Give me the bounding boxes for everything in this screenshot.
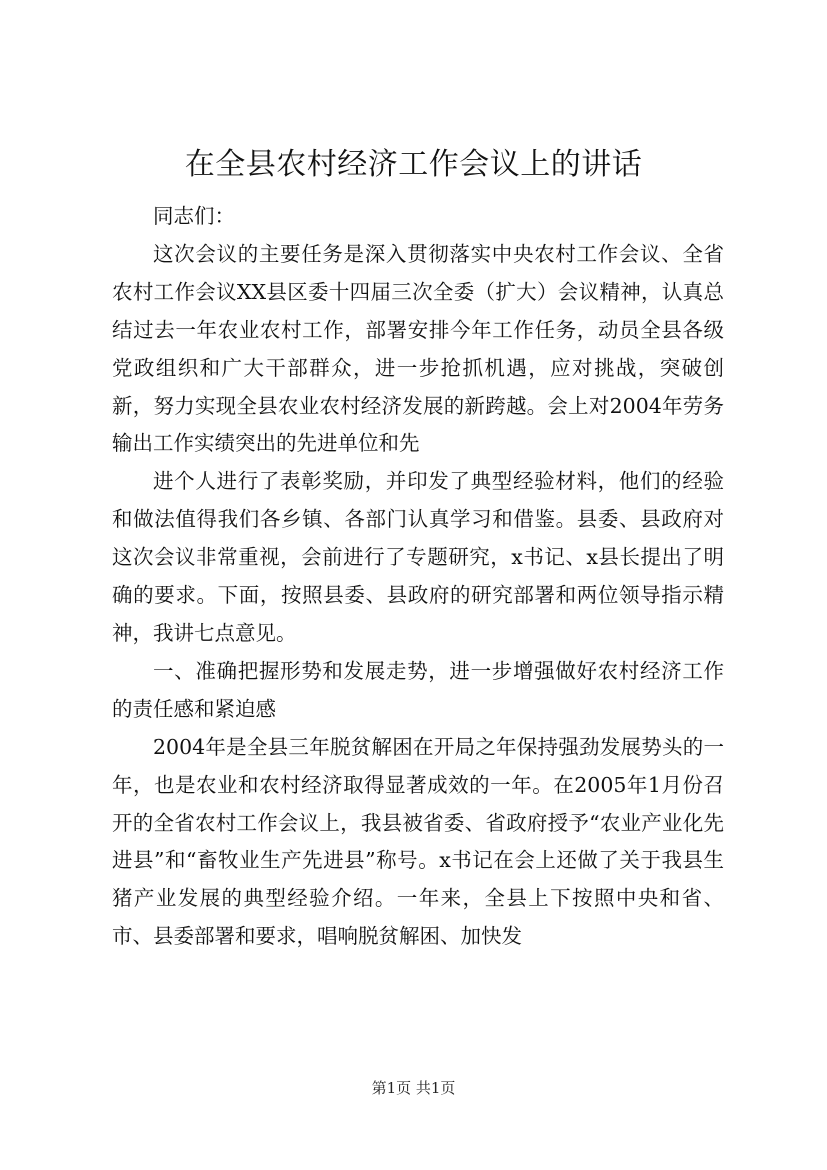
document-title: 在全县农村经济工作会议上的讲话 bbox=[184, 147, 643, 182]
page-footer: 第1页 共1页 bbox=[371, 1079, 456, 1097]
paragraph-2: 进个人进行了表彰奖励，并印发了典型经验材料，他们的经验和做法值得我们各乡镇、各部门认真学习和借鉴。县委、县政府对这次会议非常重视，会前进行了专题研究，x书记、x县长提出了明确的要求。下面，按照县委、县政府的研究部署和两位领导指示精神，我讲七点意见。 bbox=[112, 469, 724, 645]
paragraph-3: 2004年是全县三年脱贫解困在开局之年保持强劲发展势头的一年，也是农业和农村经济取得显著成效的一年。在2005年1月份召开的全省农村工作会议上，我县被省委、省政府授予“农业产业化先进县”和“畜牧业生产先进县”称号。x书记在会上还做了关于我县生猪产业发展的典型经验介绍。一年来，全县上下按照中央和省、市、县委部署和要求，唱响脱贫解困、加快发 bbox=[112, 734, 724, 949]
section-heading-1: 一、准确把握形势和发展走势，进一步增强做好农村经济工作的责任感和紧迫感 bbox=[112, 658, 724, 721]
paragraph-1: 这次会议的主要任务是深入贯彻落实中央农村工作会议、全省农村工作会议XX县区委十四届三次全委（扩大）会议精神，认真总结过去一年农业农村工作，部署安排今年工作任务，动员全县各级党政组织和广大干部群众，进一步抢抓机遇，应对挑战，突破创新，努力实现全县农业农村经济发展的新跨越。会上对2004年劳务输出工作实绩突出的先进单位和先 bbox=[112, 241, 724, 456]
document-body bbox=[112, 198, 724, 956]
salutation: 同志们： bbox=[153, 204, 235, 228]
